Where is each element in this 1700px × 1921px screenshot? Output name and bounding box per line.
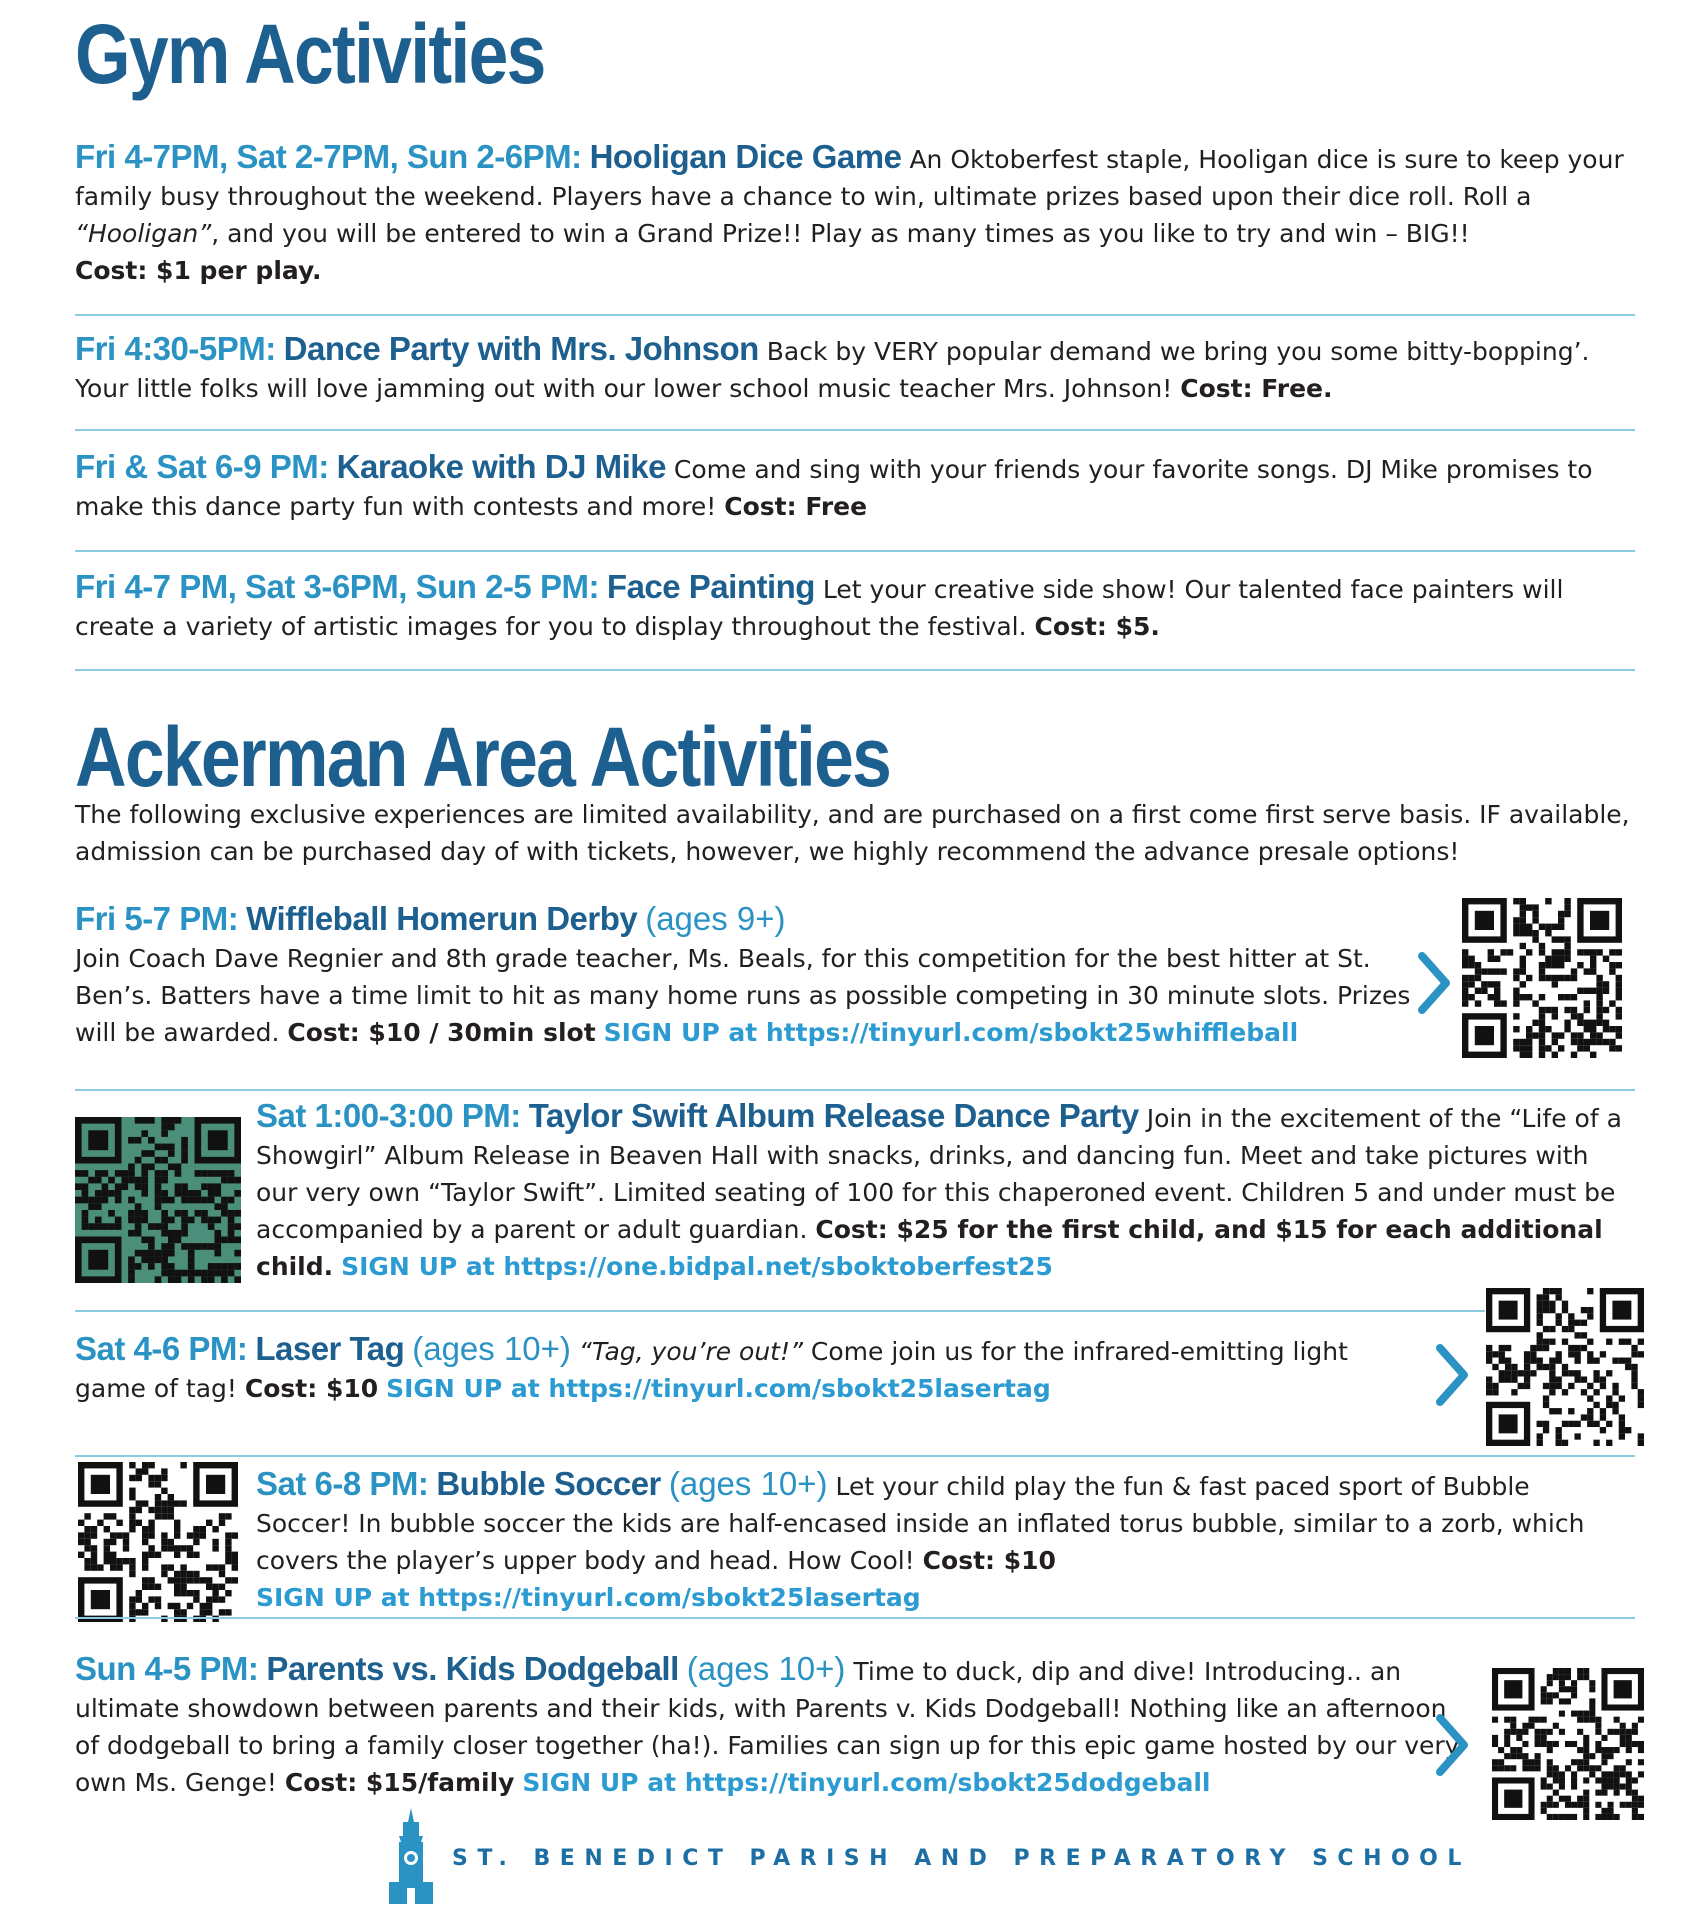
signup-link[interactable]: SIGN UP at https://tinyurl.com/sbokt25lasertag — [386, 1374, 1051, 1403]
event-name: Karaoke with DJ Mike — [336, 448, 666, 485]
ackerman-item-laser-tag — [75, 1330, 1415, 1407]
event-description: Come join us for the infrared-emitting light game of tag! — [75, 1337, 1348, 1403]
event-cost: Cost: Free — [724, 492, 868, 521]
ackerman-item-dodgeball — [75, 1650, 1475, 1801]
event-quote: “Tag, you’re out!” — [578, 1337, 803, 1366]
ackerman-section-title: Ackerman Area Activities — [75, 710, 891, 804]
event-description-cont: , and you will be entered to win a Grand Prize!! Play as many times as you like to try and win – BIG!! — [211, 219, 1470, 248]
event-description: An Oktoberfest staple, Hooligan dice is sure to keep your family busy throughout the weekend. Players have a chance to win, ultimate prizes based upon their dice roll. Roll a — [75, 145, 1624, 211]
event-name: Dance Party with Mrs. Johnson — [283, 330, 759, 367]
gym-item-face-painting — [75, 568, 1635, 645]
gym-item-karaoke — [75, 448, 1635, 525]
event-ages: (ages 10+) — [668, 1465, 828, 1502]
event-cost: Cost: $10 — [244, 1374, 379, 1403]
event-name: Face Painting — [606, 568, 815, 605]
church-tower-logo — [385, 1806, 437, 1906]
event-description: Join in the excitement of the “Life of a Showgirl” Album Release in Beaven Hall with snacks, drinks, and dancing fun. Meet and take pictures with our very own “Taylor Swift”. Limited seating of 100 for this chaperoned event. Children 5 and under must be accompanied by a parent or adult guardian. — [256, 1104, 1622, 1244]
gym-item-hooligan-dice — [75, 138, 1635, 289]
event-ages: (ages 10+) — [412, 1330, 571, 1367]
event-name: Taylor Swift Album Release Dance Party — [528, 1097, 1139, 1134]
chevron-right-icon — [1432, 1710, 1472, 1780]
divider — [75, 1089, 1635, 1091]
event-time: Sat 4-6 PM: — [75, 1330, 248, 1367]
event-cost: Cost: $10 / 30min slot — [287, 1018, 596, 1047]
event-time: Fri 4-7PM, Sat 2-7PM, Sun 2-6PM: — [75, 138, 582, 175]
divider — [75, 669, 1635, 671]
event-cost: Cost: $25 for the first child, and $15 for each additional child. — [256, 1215, 1603, 1281]
event-cost: Cost: $10 — [922, 1546, 1056, 1575]
event-name: Laser Tag — [255, 1330, 405, 1367]
qr-code-icon[interactable] — [75, 1117, 241, 1283]
event-description: Join Coach Dave Regnier and 8th grade teacher, Ms. Beals, for this competition for the best hitter at St. Ben’s. Batters have a time limit to hit as many home runs as possible competing in 30 minute slots. Prizes will be awarded. — [75, 944, 1411, 1047]
event-cost: Cost: Free. — [1180, 374, 1333, 403]
divider — [75, 1617, 1635, 1619]
event-time: Fri & Sat 6-9 PM: — [75, 448, 329, 485]
divider — [75, 1310, 1485, 1312]
event-time: Fri 5-7 PM: — [75, 900, 239, 937]
qr-code-icon[interactable] — [1486, 1288, 1644, 1446]
event-name: Wiffleball Homerun Derby — [246, 900, 638, 937]
ackerman-item-bubble-soccer — [256, 1465, 1626, 1616]
event-cost: Cost: $1 per play. — [75, 256, 322, 285]
intro-text: The following exclusive experiences are limited availability, and are purchased on a first come first serve basis. IF available, admission can be purchased day of with tickets, however, we highly recommend the advance presale options! — [75, 800, 1630, 866]
event-time: Sat 1:00-3:00 PM: — [256, 1097, 521, 1134]
event-description: Come and sing with your friends your favorite songs. DJ Mike promises to make this dance party fun with contests and more! — [75, 455, 1593, 521]
divider — [75, 550, 1635, 552]
event-time: Sat 6-8 PM: — [256, 1465, 429, 1502]
event-description: Back by VERY popular demand we bring you some bitty-bopping’. Your little folks will love jamming out with our lower school music teacher Mrs. Johnson! — [75, 337, 1590, 403]
event-ages: (ages 10+) — [686, 1650, 846, 1687]
qr-code-icon[interactable] — [1462, 898, 1622, 1058]
event-description-italic: “Hooligan” — [75, 219, 212, 248]
chevron-right-icon — [1414, 948, 1454, 1018]
ackerman-item-wiffleball — [75, 900, 1415, 1051]
signup-link[interactable]: SIGN UP at https://tinyurl.com/sbokt25whiffleball — [603, 1018, 1299, 1047]
signup-link[interactable]: SIGN UP at https://tinyurl.com/sbokt25dodgeball — [522, 1768, 1211, 1797]
event-cost: Cost: $5. — [1034, 612, 1160, 641]
divider — [75, 314, 1635, 316]
event-ages: (ages 9+) — [645, 900, 786, 937]
qr-code-icon[interactable] — [78, 1462, 238, 1622]
event-name: Bubble Soccer — [436, 1465, 661, 1502]
ackerman-item-taylor-swift — [256, 1097, 1626, 1285]
event-description: Let your child play the fun & fast paced sport of Bubble Soccer! In bubble soccer the kids are half-encased inside an inflated torus bubble, similar to a zorb, which covers the player’s upper body and head. How Cool! — [256, 1472, 1585, 1575]
event-description: Time to duck, dip and dive! Introducing.. an ultimate showdown between parents and their kids, with Parents v. Kids Dodgeball! Nothing like an afternoon of dodgeball to bring a family closer together (ha!). Families can sign up for this epic game hosted by our very own Ms. Genge! — [75, 1657, 1460, 1797]
event-name: Parents vs. Kids Dodgeball — [266, 1650, 679, 1687]
event-time: Fri 4:30-5PM: — [75, 330, 276, 367]
divider — [75, 429, 1635, 431]
signup-link[interactable]: SIGN UP at https://tinyurl.com/sbokt25lasertag — [256, 1583, 921, 1612]
qr-code-icon[interactable] — [1492, 1668, 1644, 1820]
event-description: Let your creative side show! Our talented face painters will create a variety of artistic images for you to display throughout the festival. — [75, 575, 1564, 641]
chevron-right-icon — [1432, 1340, 1472, 1410]
school-name: ST. BENEDICT PARISH AND PREPARATORY SCHOOL — [452, 1846, 1471, 1871]
gym-item-dance-party — [75, 330, 1635, 407]
event-name: Hooligan Dice Game — [589, 138, 902, 175]
gym-section-title: Gym Activities — [75, 7, 545, 101]
signup-link[interactable]: SIGN UP at https://one.bidpal.net/sboktoberfest25 — [341, 1252, 1053, 1281]
event-time: Sun 4-5 PM: — [75, 1650, 259, 1687]
ackerman-intro — [75, 796, 1675, 870]
divider — [75, 1455, 1635, 1457]
event-time: Fri 4-7 PM, Sat 3-6PM, Sun 2-5 PM: — [75, 568, 599, 605]
event-cost: Cost: $15/family — [284, 1768, 515, 1797]
